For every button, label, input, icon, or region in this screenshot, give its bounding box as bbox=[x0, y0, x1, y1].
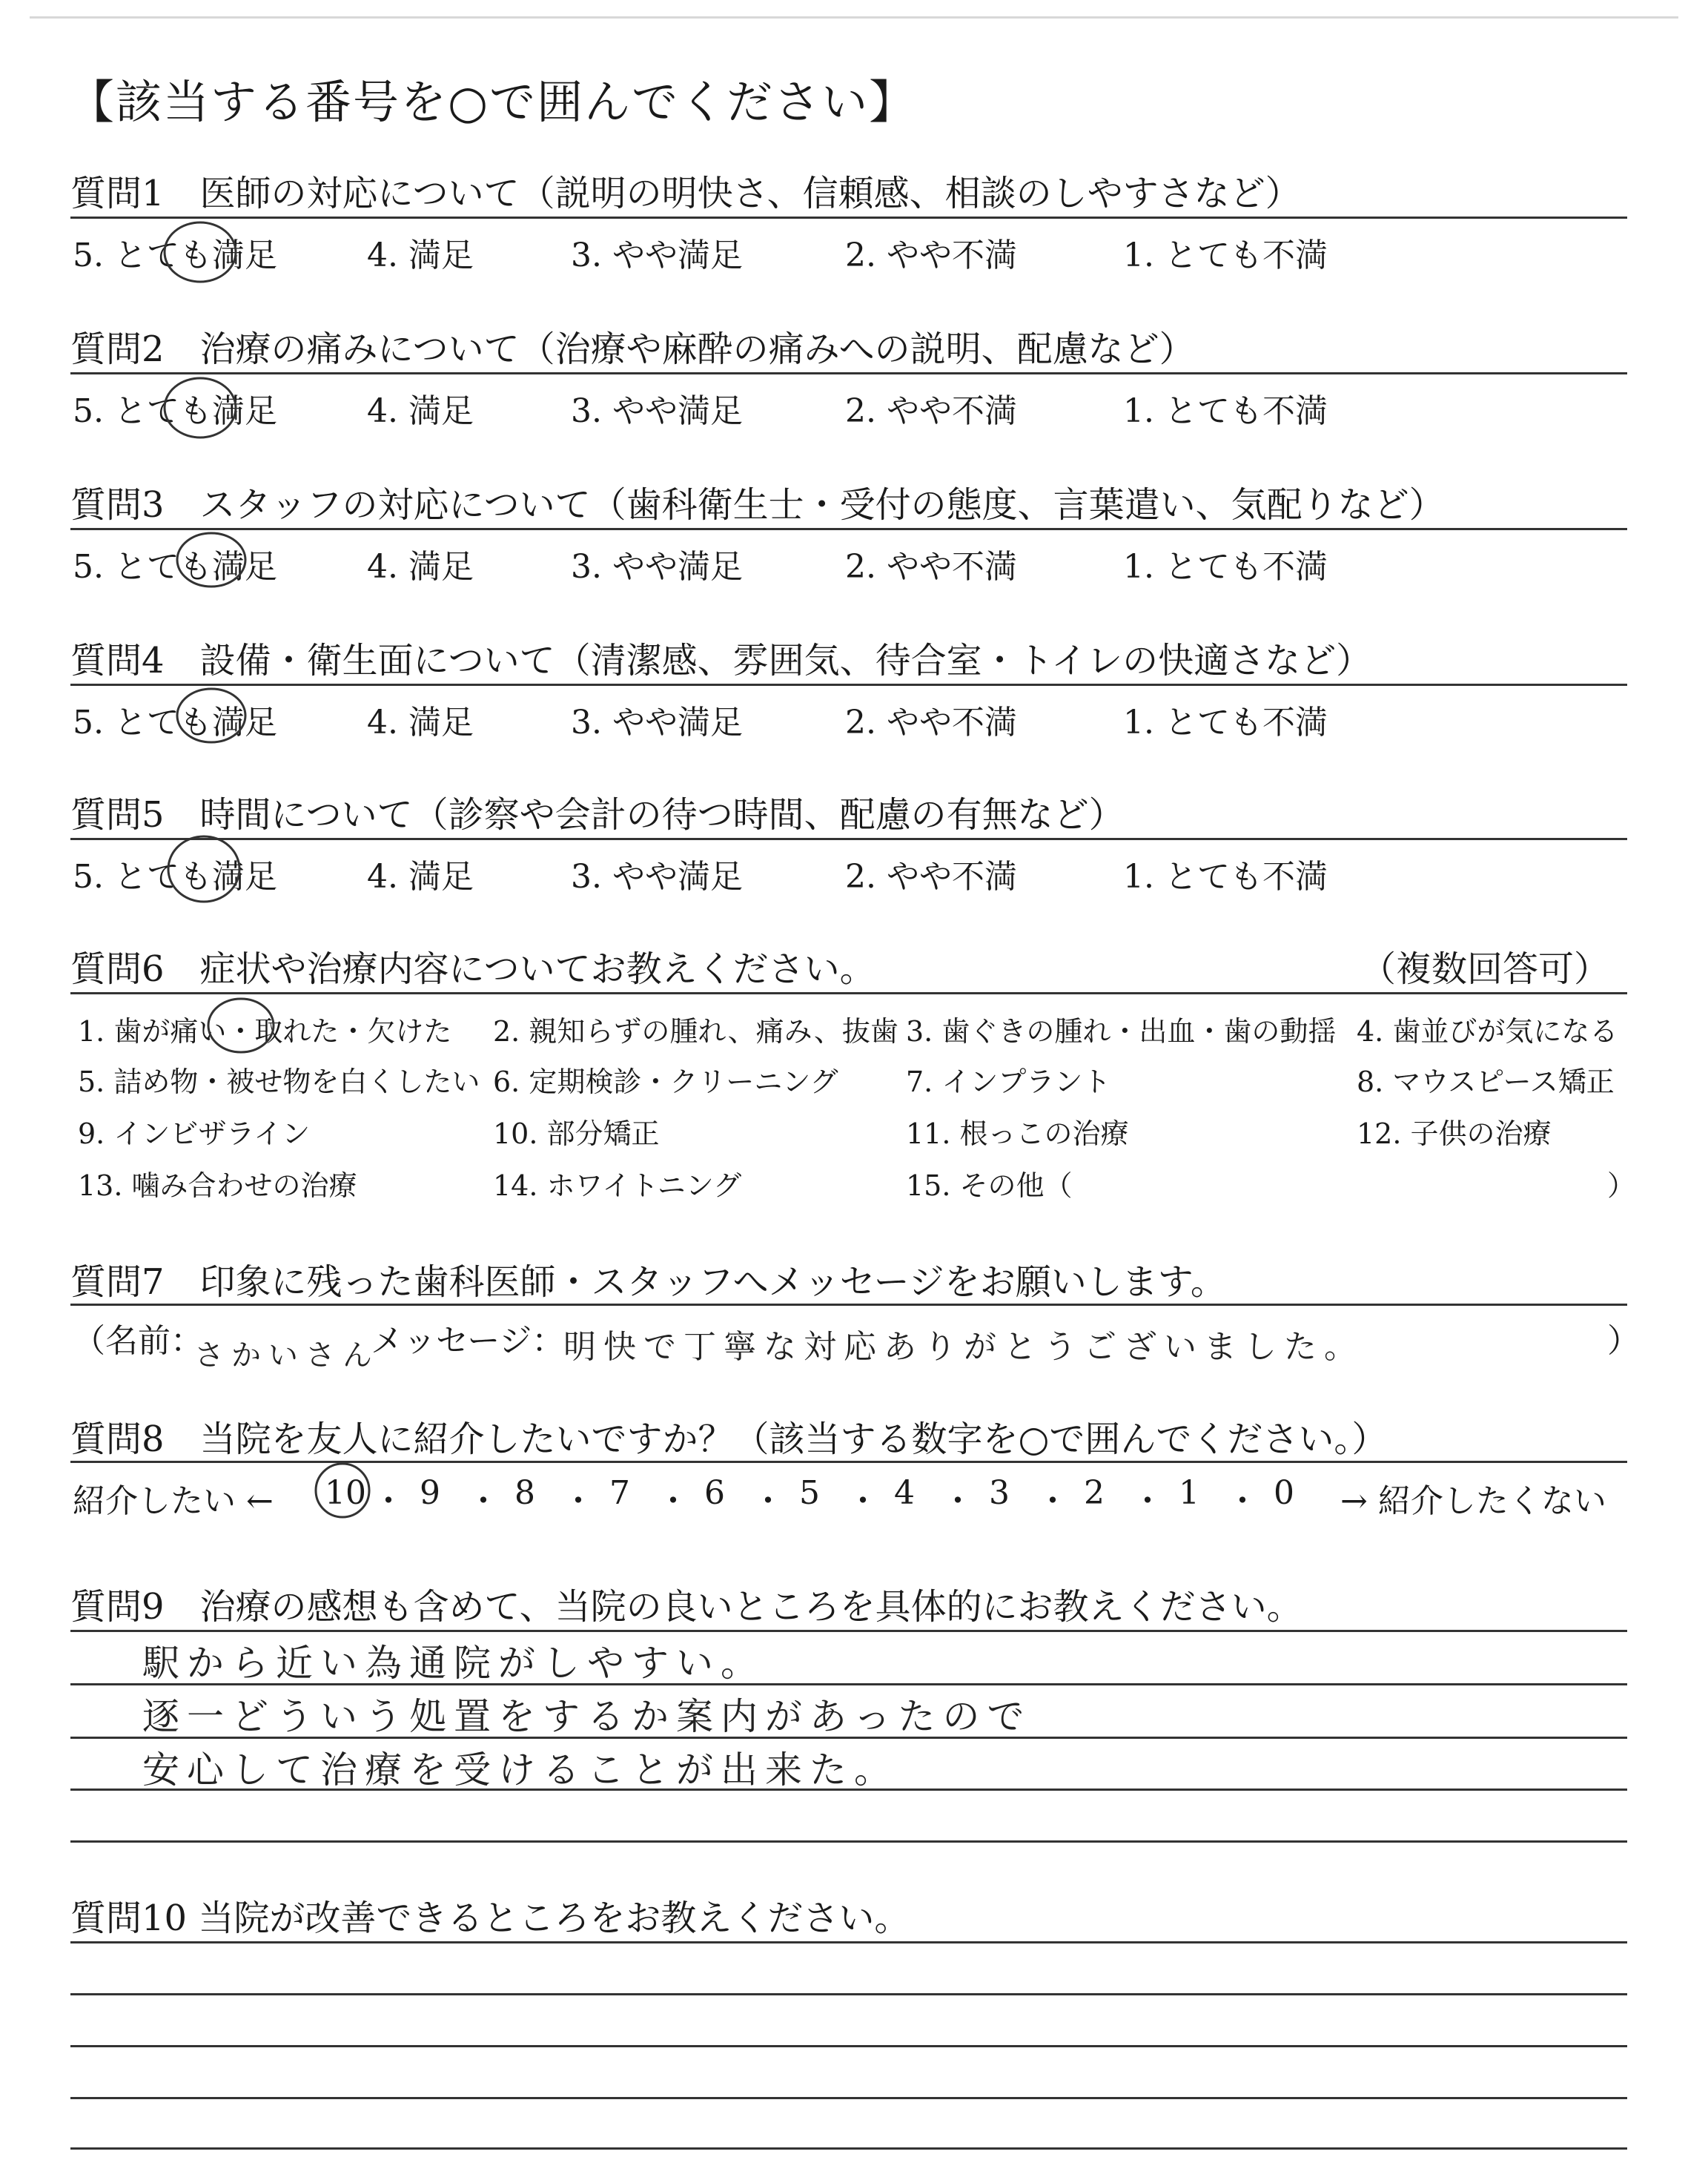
q1-rule bbox=[70, 217, 1627, 219]
q2-option-2[interactable]: 2. やや不満 bbox=[845, 392, 1017, 430]
q7-name-value[interactable]: さかいさん bbox=[194, 1338, 380, 1373]
q4-option-3[interactable]: 3. やや満足 bbox=[571, 704, 743, 742]
q5-option-3[interactable]: 3. やや満足 bbox=[571, 858, 743, 896]
q7-rule bbox=[70, 1304, 1627, 1306]
q7-close-paren: ） bbox=[1607, 1322, 1640, 1360]
q8-scale-separator: ・ bbox=[941, 1482, 974, 1520]
q8-scale-4[interactable]: 4 bbox=[894, 1474, 915, 1512]
q10-title: 質問10 当院が改善できるところをお教えください。 bbox=[70, 1898, 910, 1939]
q9-rule-1 bbox=[70, 1630, 1627, 1632]
q8-scale-5[interactable]: 5 bbox=[799, 1474, 820, 1512]
q8-right-label: → 紹介したくない bbox=[1340, 1482, 1606, 1520]
q2-rule bbox=[70, 372, 1627, 374]
q8-scale-7[interactable]: 7 bbox=[609, 1474, 630, 1512]
q5-rule bbox=[70, 838, 1627, 840]
q8-scale-separator: ・ bbox=[372, 1482, 405, 1520]
q8-scale-0[interactable]: 0 bbox=[1274, 1474, 1294, 1512]
q2-option-3[interactable]: 3. やや満足 bbox=[571, 392, 743, 430]
q6-title: 質問6 症状や治療内容についてお教えください。 bbox=[70, 948, 875, 990]
q5-option-4[interactable]: 4. 満足 bbox=[367, 858, 474, 896]
q1-option-2[interactable]: 2. やや不満 bbox=[845, 237, 1017, 274]
q2-option-5[interactable]: 5. とても満足 bbox=[73, 392, 277, 430]
q4-option-1[interactable]: 1. とても不満 bbox=[1123, 704, 1328, 742]
q6-item-10[interactable]: 10. 部分矯正 bbox=[493, 1117, 660, 1150]
q10-rule-2 bbox=[70, 1993, 1627, 1995]
q6-item-12[interactable]: 12. 子供の治療 bbox=[1357, 1117, 1552, 1150]
q4-rule bbox=[70, 684, 1627, 686]
q6-item-6[interactable]: 6. 定期検診・クリーニング bbox=[493, 1066, 838, 1098]
q10-rule-4 bbox=[70, 2097, 1627, 2099]
q10-rule-1 bbox=[70, 1941, 1627, 1943]
q6-item-15[interactable]: 15. その他（ bbox=[906, 1169, 1073, 1202]
q5-title: 質問5 時間について（診察や会計の待つ時間、配慮の有無など） bbox=[70, 794, 1125, 836]
q4-option-5[interactable]: 5. とても満足 bbox=[73, 704, 277, 742]
q8-scale-separator: ・ bbox=[847, 1482, 879, 1520]
q1-option-4[interactable]: 4. 満足 bbox=[367, 237, 474, 274]
q8-scale-separator: ・ bbox=[1226, 1482, 1259, 1520]
q3-option-3[interactable]: 3. やや満足 bbox=[571, 548, 743, 586]
q8-scale-separator: ・ bbox=[1036, 1482, 1069, 1520]
q5-option-1[interactable]: 1. とても不満 bbox=[1123, 858, 1328, 896]
q1-option-5[interactable]: 5. とても満足 bbox=[73, 237, 277, 274]
q8-scale-separator: ・ bbox=[1131, 1482, 1164, 1520]
q5-option-2[interactable]: 2. やや不満 bbox=[845, 858, 1017, 896]
q8-scale-separator: ・ bbox=[562, 1482, 595, 1520]
q8-scale-separator: ・ bbox=[657, 1482, 689, 1520]
page-header: 【該当する番号を○で囲んでください】 bbox=[68, 75, 917, 129]
q6-item-11[interactable]: 11. 根っこの治療 bbox=[906, 1117, 1129, 1150]
q1-option-3[interactable]: 3. やや満足 bbox=[571, 237, 743, 274]
q8-scale-8[interactable]: 8 bbox=[514, 1474, 535, 1512]
q6-item-7[interactable]: 7. インプラント bbox=[906, 1066, 1111, 1098]
q6-item-2[interactable]: 2. 親知らずの腫れ、痛み、抜歯 bbox=[493, 1015, 898, 1048]
q6-item-13[interactable]: 13. 噛み合わせの治療 bbox=[78, 1169, 357, 1202]
q8-title: 質問8 当院を友人に紹介したいですか？（該当する数字を○で囲んでください。） bbox=[70, 1418, 1388, 1460]
q8-scale-10[interactable]: 10 bbox=[325, 1474, 366, 1512]
q9-answer-line-1[interactable]: 駅から近い為通院がしやすい。 bbox=[142, 1642, 765, 1685]
q1-title: 質問1 医師の対応について（説明の明快さ、信頼感、相談のしやすさなど） bbox=[70, 173, 1301, 214]
q7-message-label: メッセージ： bbox=[371, 1322, 565, 1360]
q3-option-4[interactable]: 4. 満足 bbox=[367, 548, 474, 586]
q6-item-5[interactable]: 5. 詰め物・被せ物を白くしたい bbox=[78, 1066, 480, 1098]
q6-item-1[interactable]: 1. 歯が痛い・取れた・欠けた bbox=[78, 1015, 452, 1048]
q8-scale-9[interactable]: 9 bbox=[420, 1474, 440, 1512]
q3-rule bbox=[70, 528, 1627, 530]
q6-rule bbox=[70, 992, 1627, 994]
q8-rule bbox=[70, 1461, 1627, 1463]
q10-rule-3 bbox=[70, 2045, 1627, 2047]
q3-option-1[interactable]: 1. とても不満 bbox=[1123, 548, 1328, 586]
q8-left-label: 紹介したい ← bbox=[73, 1482, 274, 1520]
q10-rule-5 bbox=[70, 2147, 1627, 2150]
q8-scale-3[interactable]: 3 bbox=[989, 1474, 1010, 1512]
q8-scale-6[interactable]: 6 bbox=[704, 1474, 725, 1512]
q6-item-4[interactable]: 4. 歯並びが気になる bbox=[1357, 1015, 1618, 1048]
q8-scale-2[interactable]: 2 bbox=[1084, 1474, 1105, 1512]
q6-item-14[interactable]: 14. ホワイトニング bbox=[493, 1169, 742, 1202]
q4-option-4[interactable]: 4. 満足 bbox=[367, 704, 474, 742]
q6-item-15-close: ） bbox=[1607, 1169, 1636, 1202]
q4-title: 質問4 設備・衛生面について（清潔感、雰囲気、待合室・トイレの快適さなど） bbox=[70, 640, 1372, 681]
q9-answer-line-3[interactable]: 安心して治療を受けることが出来た。 bbox=[142, 1748, 898, 1791]
q8-scale-separator: ・ bbox=[467, 1482, 500, 1520]
q6-item-3[interactable]: 3. 歯ぐきの腫れ・出血・歯の動揺 bbox=[906, 1015, 1337, 1048]
q2-option-4[interactable]: 4. 満足 bbox=[367, 392, 474, 430]
scan-top-edge bbox=[30, 16, 1678, 19]
q7-title: 質問7 印象に残った歯科医師・スタッフへメッセージをお願いします。 bbox=[70, 1261, 1226, 1303]
q6-multiple-note: （複数回答可） bbox=[1360, 948, 1610, 990]
q2-title: 質問2 治療の痛みについて（治療や麻酔の痛みへの説明、配慮など） bbox=[70, 328, 1195, 370]
q2-option-1[interactable]: 1. とても不満 bbox=[1123, 392, 1328, 430]
q6-item-9[interactable]: 9. インビザライン bbox=[78, 1117, 311, 1150]
q3-option-5[interactable]: 5. とても満足 bbox=[73, 548, 277, 586]
q7-name-label: （名前： bbox=[73, 1322, 203, 1360]
q1-option-1[interactable]: 1. とても不満 bbox=[1123, 237, 1328, 274]
q8-scale-1[interactable]: 1 bbox=[1179, 1474, 1199, 1512]
q8-scale-separator: ・ bbox=[752, 1482, 784, 1520]
q9-answer-line-2[interactable]: 逐一どういう処置をするか案内があったので bbox=[142, 1695, 1032, 1738]
q3-title: 質問3 スタッフの対応について（歯科衛生士・受付の態度、言葉遣い、気配りなど） bbox=[70, 484, 1445, 526]
q7-message-value[interactable]: 明快で丁寧な対応ありがとうございました。 bbox=[563, 1328, 1364, 1366]
q3-option-2[interactable]: 2. やや不満 bbox=[845, 548, 1017, 586]
q5-option-5[interactable]: 5. とても満足 bbox=[73, 858, 277, 896]
q4-option-2[interactable]: 2. やや不満 bbox=[845, 704, 1017, 742]
q6-item-8[interactable]: 8. マウスピース矯正 bbox=[1357, 1066, 1615, 1098]
q9-rule-5 bbox=[70, 1840, 1627, 1843]
q9-title: 質問9 治療の感想も含めて、当院の良いところを具体的にお教えください。 bbox=[70, 1586, 1302, 1628]
